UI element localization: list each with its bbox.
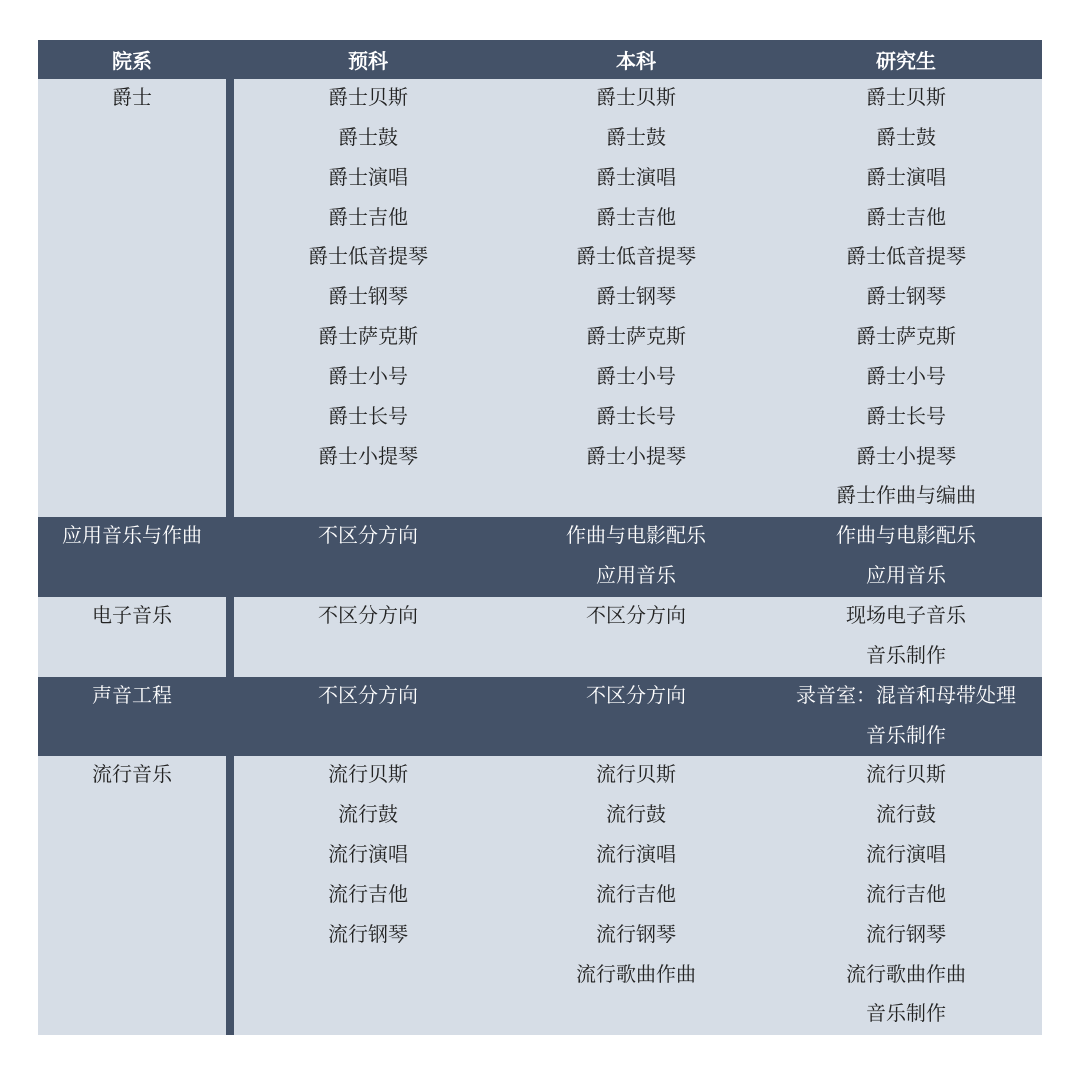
- department-cell: [38, 517, 226, 597]
- table-row: [38, 677, 1042, 757]
- program-item: 流行贝斯: [328, 762, 408, 787]
- program-item: 流行贝斯: [866, 762, 946, 787]
- bachelor-programs-cell: [502, 79, 770, 517]
- bachelor-programs-cell: [502, 677, 770, 757]
- column-separator: [226, 597, 234, 677]
- program-item: 爵士钢琴: [328, 284, 408, 309]
- prep-programs-cell: [234, 517, 502, 597]
- department-cell: [38, 79, 226, 517]
- program-item: 流行演唱: [596, 842, 676, 867]
- program-item: 爵士钢琴: [866, 284, 946, 309]
- program-item: 爵士吉他: [596, 204, 676, 229]
- program-item: 爵士钢琴: [596, 284, 676, 309]
- prep-programs-cell: [234, 677, 502, 757]
- program-item: 爵士鼓: [876, 124, 936, 149]
- program-item: 流行鼓: [876, 802, 936, 827]
- header-prep: 预科: [348, 49, 388, 73]
- header-separator: [226, 40, 234, 79]
- program-item: 作曲与电影配乐: [566, 523, 706, 548]
- graduate-programs-cell: [770, 517, 1042, 597]
- department-name: 流行音乐: [92, 762, 172, 787]
- program-item: 不区分方向: [586, 603, 686, 628]
- program-item: 流行鼓: [338, 802, 398, 827]
- column-separator: [226, 677, 234, 757]
- program-item: 流行吉他: [596, 881, 676, 906]
- program-item: 流行吉他: [866, 881, 946, 906]
- header-graduate: 研究生: [876, 49, 936, 73]
- department-cell: [38, 677, 226, 757]
- header-department: 院系: [112, 49, 152, 73]
- prep-programs-cell: [234, 79, 502, 517]
- table-row: [38, 756, 1042, 1035]
- column-separator: [226, 756, 234, 1035]
- bachelor-programs-cell: [502, 597, 770, 677]
- graduate-programs-cell: [770, 677, 1042, 757]
- program-item: 应用音乐: [596, 563, 676, 588]
- table-row: [38, 517, 1042, 597]
- program-item: 不区分方向: [318, 603, 418, 628]
- program-item: 流行鼓: [606, 802, 666, 827]
- program-item: 流行贝斯: [596, 762, 676, 787]
- program-item: 爵士作曲与编曲: [836, 483, 976, 508]
- program-item: 爵士小提琴: [318, 443, 418, 468]
- program-item: 爵士演唱: [328, 164, 408, 189]
- program-item: 应用音乐: [866, 563, 946, 588]
- program-item: 爵士贝斯: [328, 85, 408, 109]
- program-item: 爵士低音提琴: [846, 244, 966, 269]
- program-item: 音乐制作: [866, 1001, 946, 1026]
- program-item: 不区分方向: [318, 682, 418, 707]
- program-item: 爵士低音提琴: [308, 244, 428, 269]
- program-item: 爵士萨克斯: [586, 324, 686, 349]
- header-bachelor: 本科: [616, 49, 656, 73]
- table-row: [38, 597, 1042, 677]
- program-item: 爵士鼓: [338, 124, 398, 149]
- program-item: 爵士演唱: [596, 164, 676, 189]
- program-item: 爵士萨克斯: [318, 324, 418, 349]
- department-name: 声音工程: [92, 682, 172, 707]
- program-item: 爵士吉他: [328, 204, 408, 229]
- program-item: 爵士萨克斯: [856, 324, 956, 349]
- program-item: 爵士低音提琴: [576, 244, 696, 269]
- table-row: [38, 79, 1042, 517]
- program-item: 流行演唱: [328, 842, 408, 867]
- program-item: 不区分方向: [318, 523, 418, 548]
- program-item: 流行歌曲作曲: [576, 961, 696, 986]
- bachelor-programs-cell: [502, 756, 770, 1035]
- column-separator: [226, 79, 234, 517]
- program-item: 音乐制作: [866, 722, 946, 747]
- program-item: 爵士小号: [328, 363, 408, 388]
- program-item: 爵士长号: [866, 403, 946, 428]
- column-separator: [226, 517, 234, 597]
- program-item: 现场电子音乐: [846, 603, 966, 628]
- department-cell: [38, 756, 226, 1035]
- program-item: 爵士小提琴: [856, 443, 956, 468]
- department-name: 爵士: [112, 85, 152, 109]
- graduate-programs-cell: [770, 79, 1042, 517]
- programs-table: [38, 40, 1042, 1035]
- program-item: 爵士贝斯: [596, 85, 676, 109]
- program-item: 爵士小号: [866, 363, 946, 388]
- table-body: [38, 79, 1042, 1035]
- program-item: 爵士吉他: [866, 204, 946, 229]
- department-cell: [38, 597, 226, 677]
- program-item: 录音室：混音和母带处理: [796, 682, 1016, 707]
- program-item: 流行演唱: [866, 842, 946, 867]
- program-item: 音乐制作: [866, 642, 946, 667]
- program-item: 爵士长号: [596, 403, 676, 428]
- program-item: 不区分方向: [586, 682, 686, 707]
- program-item: 爵士鼓: [606, 124, 666, 149]
- header-row: [38, 40, 1042, 79]
- program-item: 爵士小号: [596, 363, 676, 388]
- prep-programs-cell: [234, 597, 502, 677]
- program-item: 流行吉他: [328, 881, 408, 906]
- prep-programs-cell: [234, 756, 502, 1035]
- department-name: 电子音乐: [92, 603, 172, 628]
- program-item: 流行钢琴: [866, 921, 946, 946]
- program-item: 爵士贝斯: [866, 85, 946, 109]
- program-item: 流行钢琴: [596, 921, 676, 946]
- program-item: 爵士小提琴: [586, 443, 686, 468]
- graduate-programs-cell: [770, 756, 1042, 1035]
- program-item: 作曲与电影配乐: [836, 523, 976, 548]
- program-item: 流行钢琴: [328, 921, 408, 946]
- department-name: 应用音乐与作曲: [62, 523, 202, 548]
- program-item: 爵士长号: [328, 403, 408, 428]
- program-item: 流行歌曲作曲: [846, 961, 966, 986]
- bachelor-programs-cell: [502, 517, 770, 597]
- program-item: 爵士演唱: [866, 164, 946, 189]
- graduate-programs-cell: [770, 597, 1042, 677]
